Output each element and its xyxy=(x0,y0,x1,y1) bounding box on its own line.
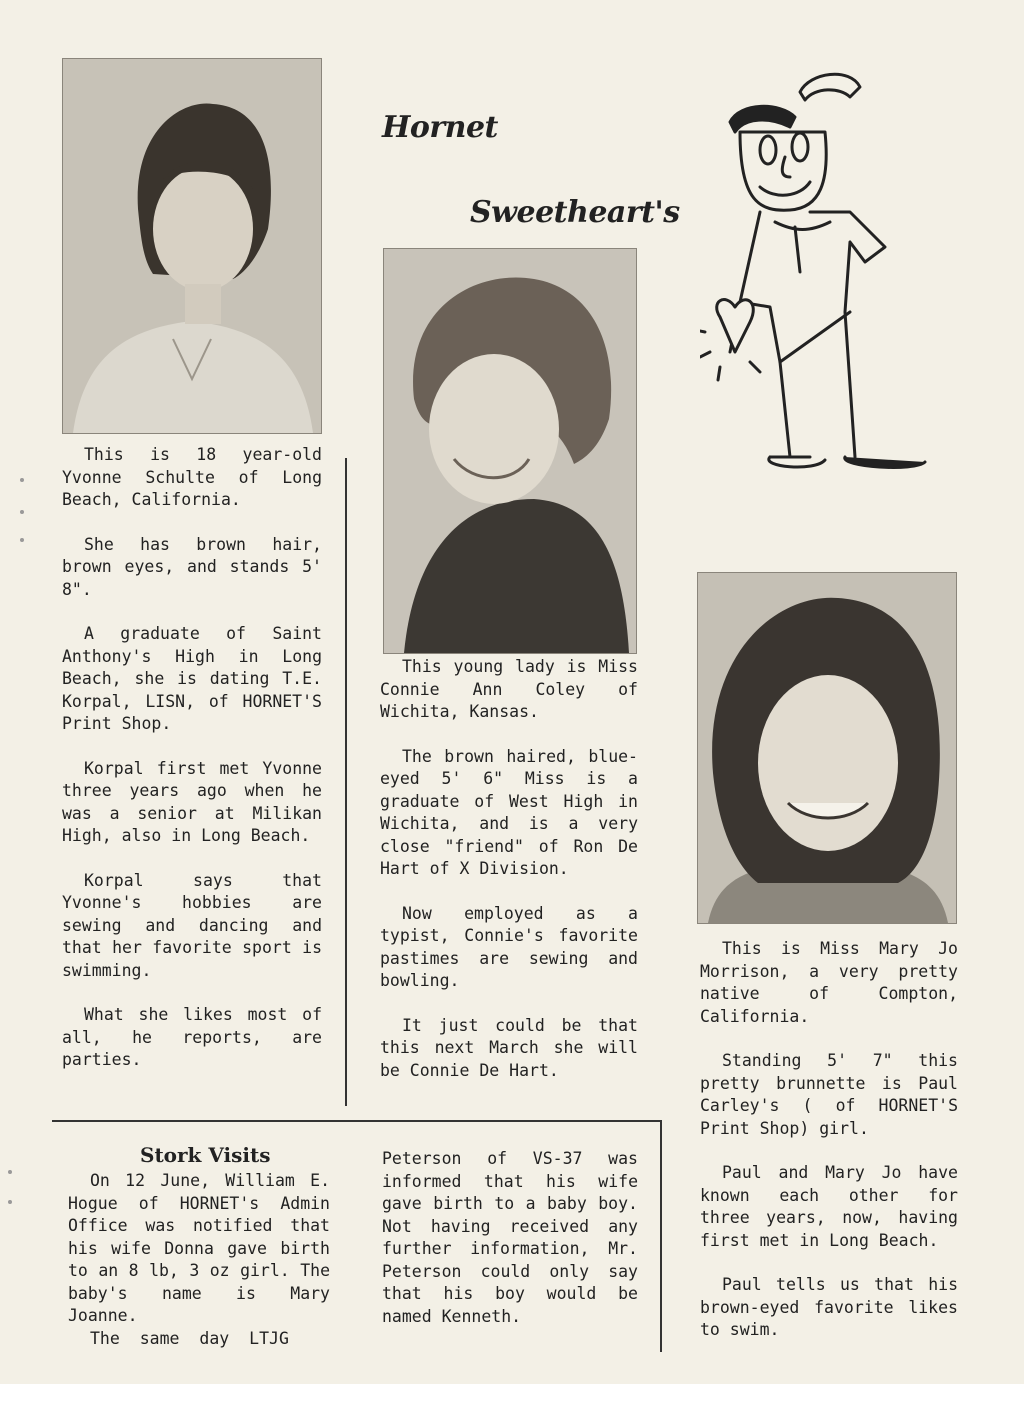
yvonne-article xyxy=(62,444,322,1094)
stork-paragraph: Peterson of VS-37 was informed that his wife gave birth to a baby boy. Not having received any further information, Mr. Peterson could only say that his boy would be named Kenneth. xyxy=(382,1149,638,1326)
margin-mark xyxy=(20,538,24,542)
margin-mark xyxy=(8,1170,12,1174)
stork-paragraph: On 12 June, William E. Hogue of HORNET's Admin Office was notified that his wife Donna gave birth to an 8 lb, 3 oz girl. The baby's name is Mary Joanne. xyxy=(68,1171,330,1325)
maryjo-paragraph: Standing 5' 7" this pretty brunnette is Paul Carley's ( of HORNET'S Print Shop) girl. xyxy=(700,1051,958,1138)
margin-mark xyxy=(20,510,24,514)
title-line-2: Sweetheart's xyxy=(470,195,680,230)
yvonne-paragraph: Korpal first met Yvonne three years ago when he was a senior at Milikan High, also in Long Beach. xyxy=(62,758,322,845)
sailor-cartoon-icon xyxy=(700,62,960,482)
connie-paragraph: The brown haired, blue-eyed 5' 6" Miss is a graduate of West High in Wichita, and is a very close "friend" of Ron De Hart of X Division. xyxy=(380,746,638,878)
connie-paragraph: Now employed as a typist, Connie's favorite pastimes are sewing and bowling. xyxy=(380,903,638,990)
connie-article xyxy=(380,656,638,1104)
stork-box-right-rule xyxy=(660,1120,662,1352)
yvonne-photo xyxy=(62,58,322,434)
connie-paragraph: It just could be that this next March she will be Connie De Hart. xyxy=(380,1015,638,1080)
margin-mark xyxy=(20,478,24,482)
connie-photo xyxy=(383,248,637,654)
maryjo-photo xyxy=(697,572,957,924)
stork-column-1 xyxy=(68,1170,330,1350)
yvonne-paragraph: Korpal says that Yvonne's hobbies are sewing and dancing and that her favorite sport is swimming. xyxy=(62,870,322,980)
maryjo-paragraph: Paul tells us that his brown-eyed favorite likes to swim. xyxy=(700,1275,958,1339)
yvonne-paragraph: This is 18 year-old Yvonne Schulte of Long Beach, California. xyxy=(62,445,322,509)
title-line-1: Hornet xyxy=(382,110,498,145)
yvonne-paragraph: A graduate of Saint Anthony's High in Long Beach, she is dating T.E. Korpal, LISN, of HORNET'S Print Shop. xyxy=(62,624,322,733)
margin-mark xyxy=(8,1200,12,1204)
maryjo-paragraph: Paul and Mary Jo have known each other for three years, now, having first met in Long Beach. xyxy=(700,1163,958,1250)
stork-box-top-rule xyxy=(52,1120,662,1122)
stork-heading: Stork Visits xyxy=(140,1143,271,1167)
maryjo-paragraph: This is Miss Mary Jo Morrison, a very pretty native of Compton, California. xyxy=(700,939,958,1026)
connie-paragraph: This young lady is Miss Connie Ann Coley of Wichita, Kansas. xyxy=(380,657,638,721)
maryjo-article xyxy=(700,938,958,1364)
column-divider xyxy=(345,458,347,1106)
stork-paragraph: The same day LTJG xyxy=(90,1328,289,1348)
yvonne-paragraph: She has brown hair, brown eyes, and stands 5' 8". xyxy=(62,534,322,599)
scan-edge xyxy=(0,1384,1024,1412)
stork-column-2 xyxy=(382,1148,638,1328)
yvonne-paragraph: What she likes most of all, he reports, are parties. xyxy=(62,1005,322,1069)
